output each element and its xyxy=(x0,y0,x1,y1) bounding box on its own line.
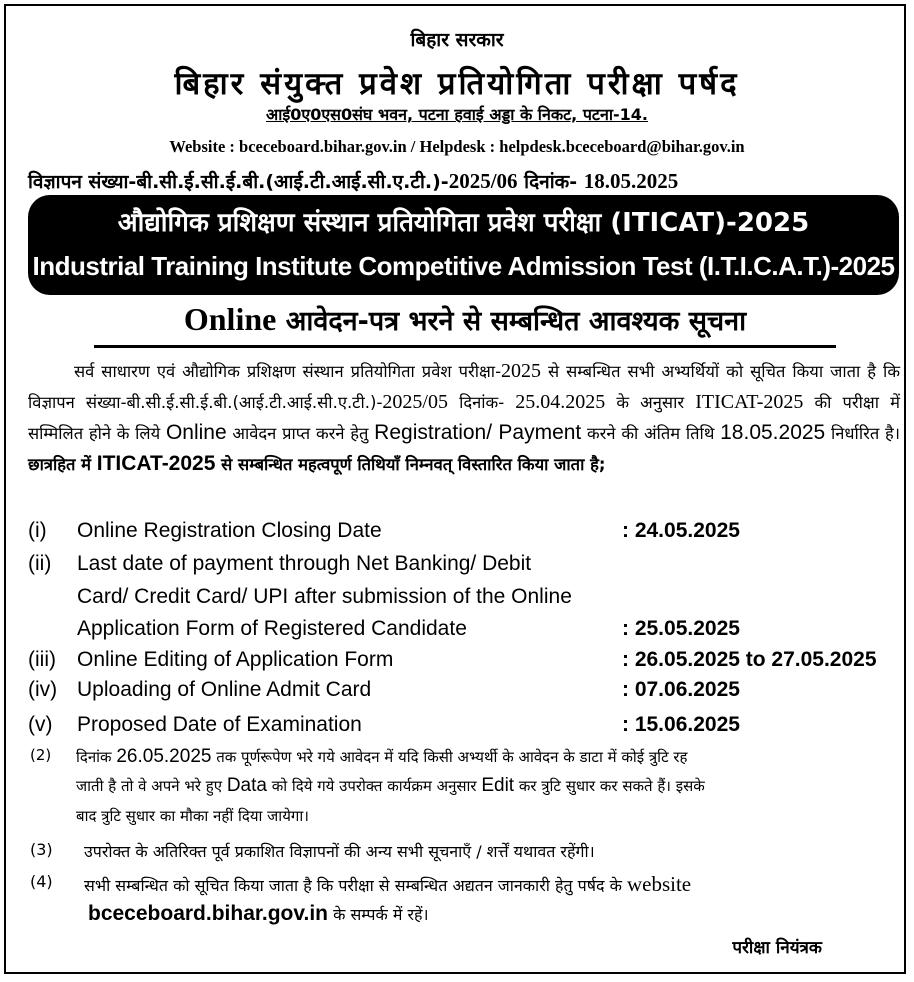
signature-designation: परीक्षा नियंत्रक xyxy=(732,938,822,958)
banner-hindi-title: औद्योगिक प्रशिक्षण संस्थान प्रतियोगिता प्रवेश परीक्षा (ITICAT)-2025 xyxy=(117,208,810,238)
note-text: सभी सम्बन्धित को सूचित किया जाता है कि परीक्षा से सम्बन्धित अद्यतन जानकारी हेतु पर्षद के website xyxy=(84,872,692,896)
intro-text: से सम्बन्धित सभी अभ्यर्थियों को सूचित किया जाता है कि विज्ञापन संख्या-बी.सी.ई.सी.ई.बी.(आई.टी.आई.सी.ए.टी.)- xyxy=(28,362,900,412)
schedule-label: Online Editing of Application Form xyxy=(77,648,394,671)
intro-text: सर्व साधारण एवं औद्योगिक प्रशिक्षण संस्थान प्रतियोगिता प्रवेश परीक्षा- xyxy=(74,362,502,381)
note-data-word: Data xyxy=(226,775,267,796)
schedule-index: (iv) xyxy=(28,678,58,701)
board-address: आई0ए0एस0संघ भवन, पटना हवाई अड्डा के निकट, पटना-14. xyxy=(266,105,648,124)
note-number: (3) xyxy=(30,840,53,859)
intro-last-date: 18.05.2025 xyxy=(720,421,826,444)
website-link[interactable]: bceceboard.bihar.gov.in xyxy=(88,902,329,925)
note-date: 26.05.2025 xyxy=(116,746,212,767)
board-name: बिहार संयुक्त प्रवेश प्रतियोगिता परीक्षा पर्षद xyxy=(174,66,740,102)
note-edit-word: Edit xyxy=(481,775,515,796)
helpdesk-email[interactable]: helpdesk.bceceboard@bihar.gov.in xyxy=(499,137,745,156)
schedule-label: Proposed Date of Examination xyxy=(77,713,362,736)
schedule-label: Online Registration Closing Date xyxy=(77,519,382,542)
schedule-date: : 25.05.2025 xyxy=(622,617,740,640)
advertisement-number: 2025/06 xyxy=(448,169,518,193)
date-label: दिनांक- xyxy=(517,171,584,193)
note-number: (2) xyxy=(30,746,52,764)
schedule-date: : 07.06.2025 xyxy=(622,678,740,701)
advertisement-number-line xyxy=(28,168,678,194)
schedule-date: : 15.06.2025 xyxy=(622,713,740,736)
schedule-date: : 24.05.2025 xyxy=(622,519,740,542)
helpdesk-label: / Helpdesk : xyxy=(406,137,496,156)
intro-text: के अनुसार xyxy=(605,393,696,412)
intro-text: करने की अंतिम तिथि xyxy=(581,424,721,443)
contact-line xyxy=(0,137,914,157)
schedule-date: : 26.05.2025 to 27.05.2025 xyxy=(622,648,877,671)
intro-registration: Registration/ Payment xyxy=(374,421,582,444)
intro-text: की परीक्षा में सम्मिलित होने के लिये xyxy=(28,393,900,443)
intro-text: दिनांक- xyxy=(447,393,516,412)
advertisement-date: 18.05.2025 xyxy=(583,169,679,193)
note-text: दिनांक 26.05.2025 तक पूर्णरूपेण भरे गये आवेदन में यदि किसी अभ्यर्थी के आवेदन के डाटा में कोई त्रुटि रह xyxy=(76,746,688,767)
title-banner xyxy=(28,195,899,295)
intro-text: आवेदन प्राप्त करने हेतु xyxy=(226,424,375,443)
intro-paragraph xyxy=(28,356,900,480)
intro-text: निर्धारित है। xyxy=(825,424,900,443)
website-label: Website : xyxy=(169,137,235,156)
website-link[interactable]: bceceboard.bihar.gov.in xyxy=(239,137,407,156)
reference-date: 25.04.2025 xyxy=(515,391,606,413)
banner-english-title: Industrial Training Institute Competitive Admission Test (I.T.I.C.A.T.)-2025 xyxy=(32,251,895,281)
subject-rest: आवेदन-पत्र भरने से सम्बन्धित आवश्यक सूचना xyxy=(276,306,747,337)
schedule-label: Uploading of Online Admit Card xyxy=(77,678,372,701)
note-website-word: website xyxy=(626,872,692,896)
advertisement-prefix: विज्ञापन संख्या-बी.सी.ई.सी.ई.बी.(आई.टी.आई.सी.ए.टी.)- xyxy=(28,171,449,193)
schedule-label: Card/ Credit Card/ UPI after submission of the Online xyxy=(77,585,572,608)
note-text: उपरोक्त के अतिरिक्त पूर्व प्रकाशित विज्ञापनों की अन्य सभी सूचनाएँ / शर्त्तें यथावत रहेंगी। xyxy=(84,842,595,861)
schedule-index: (ii) xyxy=(28,552,52,575)
intro-year: 2025 xyxy=(501,360,542,382)
reference-advertisement: 2025/05 xyxy=(382,391,448,413)
note-text: जाती है तो वे अपने भरे हुए Data को दिये गये उपरोक्त कार्यक्रम अनुसार Edit कर त्रुटि सुधार कर सकते हैं। इसके xyxy=(76,775,705,796)
schedule-label: Last date of payment through Net Banking/ Debit xyxy=(77,552,532,575)
intro-text: छात्रहित में xyxy=(28,455,97,474)
government-heading: बिहार सरकार xyxy=(410,29,504,51)
note-number: (4) xyxy=(30,872,53,891)
intro-online: Online xyxy=(165,421,227,444)
exam-name: ITICAT-2025 xyxy=(96,452,216,475)
subject-online: Online xyxy=(183,301,277,337)
schedule-label: Application Form of Registered Candidate xyxy=(77,617,467,640)
subject-heading xyxy=(94,301,836,348)
note-text: बाद त्रुटि सुधार का मौका नहीं दिया जायेगा। xyxy=(76,807,309,825)
schedule-index: (iii) xyxy=(28,648,56,671)
schedule-index: (i) xyxy=(28,519,47,542)
note-text: bceceboard.bihar.gov.in के सम्पर्क में रहें। xyxy=(88,902,429,925)
intro-text: से सम्बन्धित महत्वपूर्ण तिथियाँ निम्नवत् विस्तारित किया जाता है; xyxy=(215,455,606,474)
exam-name: ITICAT-2025 xyxy=(695,391,804,413)
schedule-index: (v) xyxy=(28,713,53,736)
